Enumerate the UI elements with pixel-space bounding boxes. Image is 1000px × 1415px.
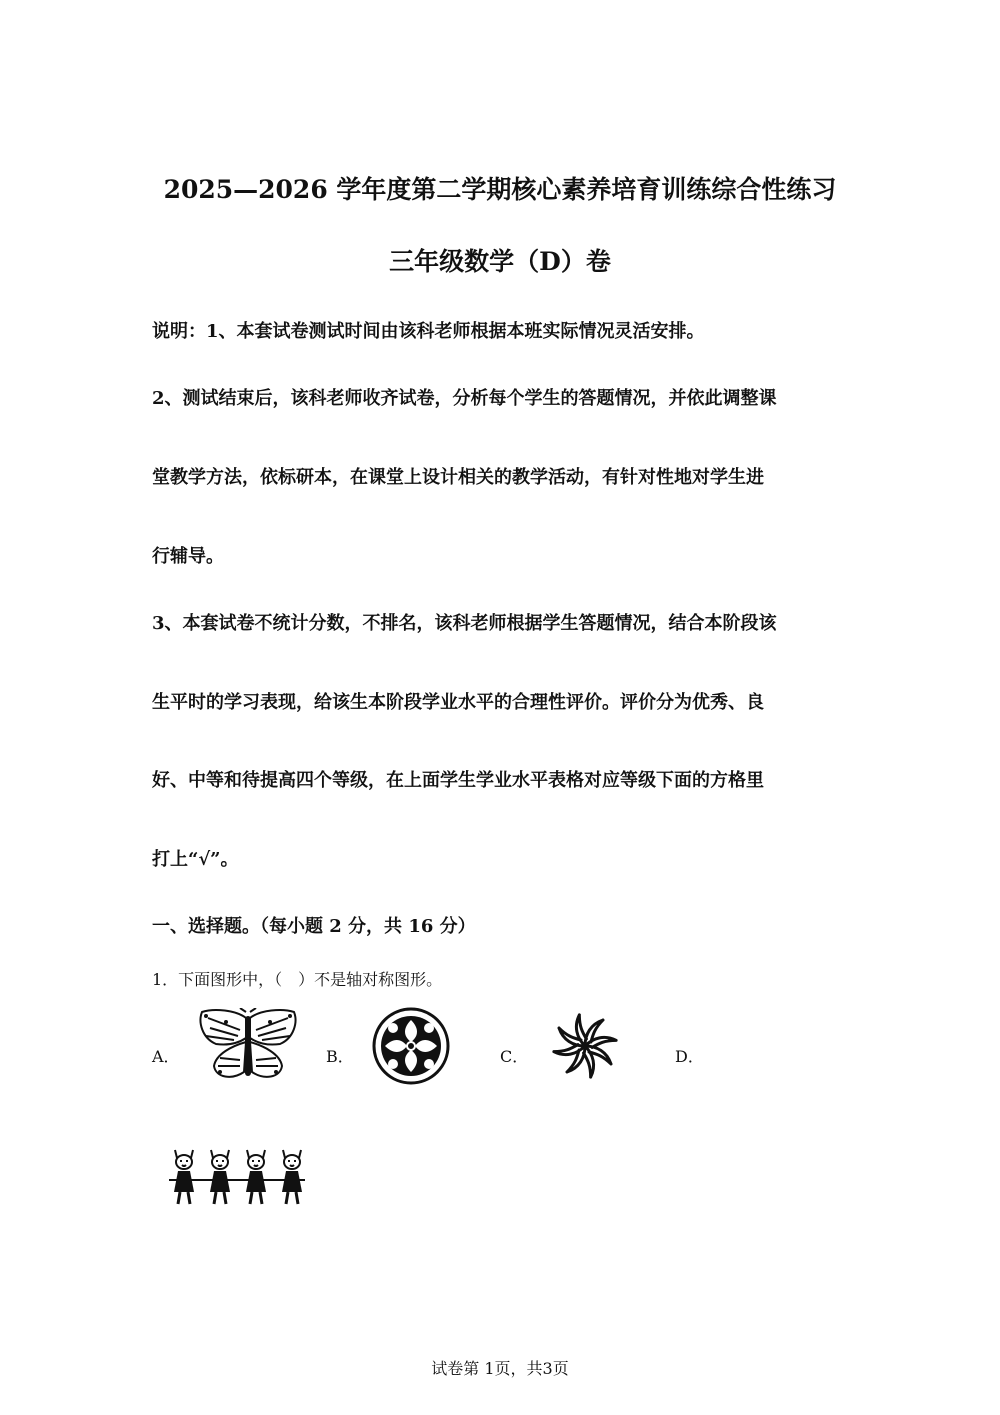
instruction-item3-line4: 打上“√”。 (152, 849, 239, 870)
page-footer: 试卷第 1页，共3页 (431, 1359, 569, 1378)
instruction-item3-line1: 3、本套试卷不统计分数，不排名，该科老师根据学生答题情况，结合本阶段该 (152, 613, 777, 634)
four-children-figure (165, 1144, 311, 1208)
question-1-stem: 1．下面图形中，（ ）不是轴对称图形。 (152, 970, 443, 989)
exam-title-line1: 2025—2026 学年度第二学期核心素养培育训练综合性练习 (163, 175, 837, 204)
option-c-label[interactable]: C． (500, 1047, 529, 1066)
option-a-label[interactable]: A． (152, 1047, 180, 1066)
butterfly-figure (196, 1008, 300, 1082)
instruction-item3-line3: 好、中等和待提高四个等级，在上面学生学业水平表格对应等级下面的方格里 (152, 770, 764, 791)
instruction-line-1: 说明：1、本套试卷测试时间由该科老师根据本班实际情况灵活安排。 (152, 321, 705, 342)
section-heading: 一、选择题。（每小题 2 分，共 16 分） (152, 916, 476, 937)
pinwheel-figure (545, 1006, 625, 1086)
option-b-label[interactable]: B． (326, 1047, 354, 1066)
exam-title-line2: 三年级数学（D）卷 (389, 247, 611, 276)
circular-ornament-figure (371, 1006, 451, 1086)
instruction-item3-line2: 生平时的学习表现，给该生本阶段学业水平的合理性评价。评价分为优秀、良 (152, 692, 764, 713)
instruction-item2-line1: 2、测试结束后，该科老师收齐试卷，分析每个学生的答题情况，并依此调整课 (152, 388, 777, 409)
instruction-item2-line3: 行辅导。 (152, 546, 224, 567)
instruction-item2-line2: 堂教学方法，依标研本，在课堂上设计相关的教学活动，有针对性地对学生进 (152, 467, 764, 488)
option-d-label[interactable]: D． (675, 1047, 704, 1066)
